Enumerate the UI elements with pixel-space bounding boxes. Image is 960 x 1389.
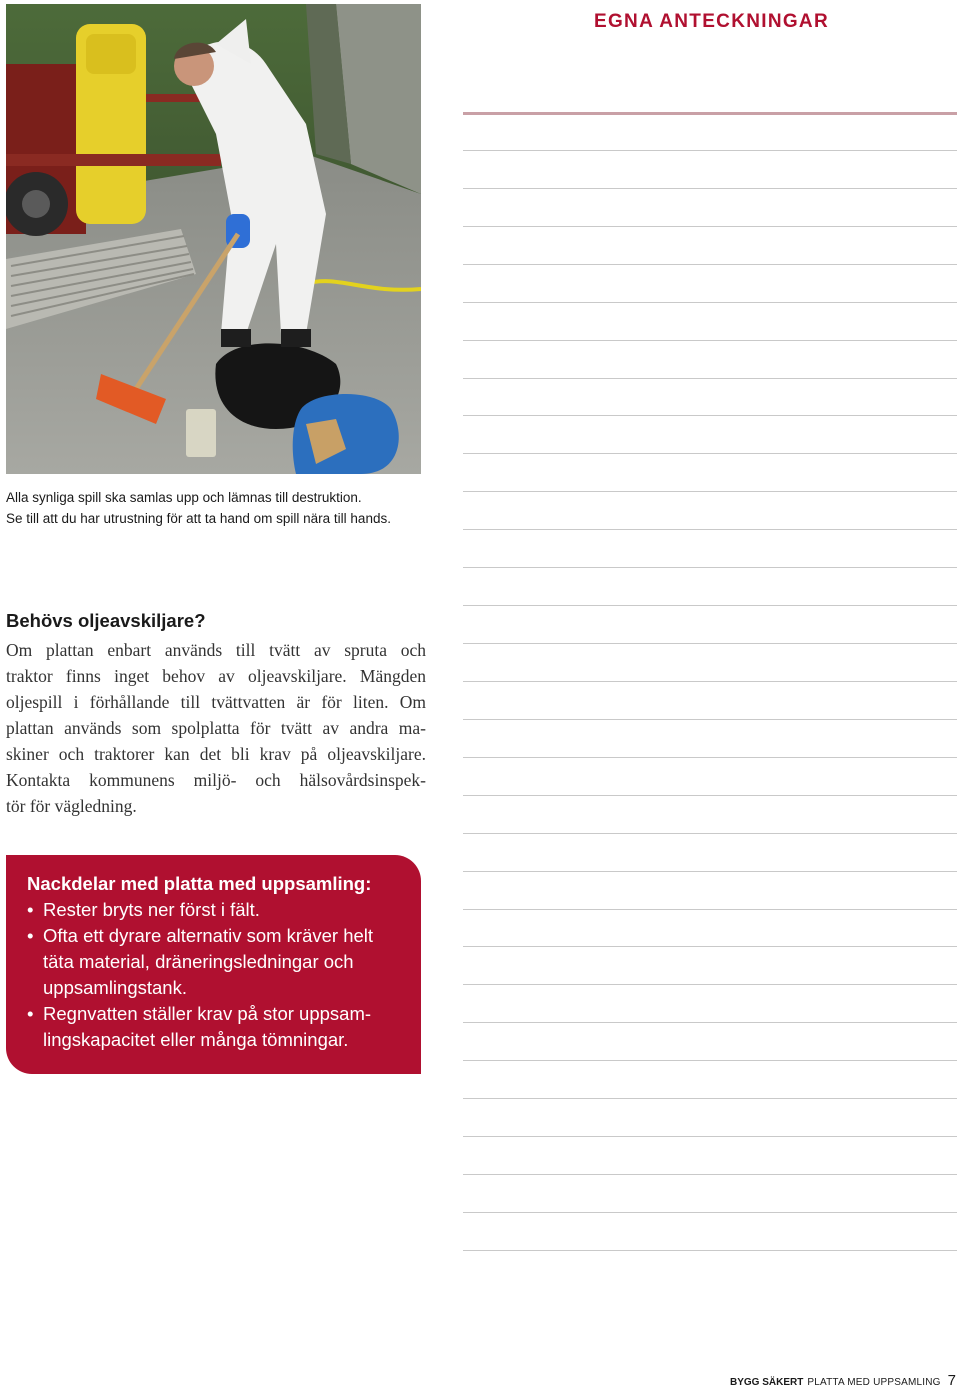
note-line[interactable] bbox=[463, 1136, 957, 1137]
bullet-icon: • bbox=[27, 1003, 34, 1024]
bullet-icon: • bbox=[27, 899, 34, 920]
note-line[interactable] bbox=[463, 340, 957, 341]
note-line[interactable] bbox=[463, 795, 957, 796]
body-line: oljespill i förhållande till tvättvatten är för liten. Om bbox=[6, 692, 426, 712]
notes-title: EGNA ANTECKNINGAR bbox=[594, 11, 829, 32]
note-line[interactable] bbox=[463, 643, 957, 644]
note-line[interactable] bbox=[463, 378, 957, 379]
caption-line-1: Alla synliga spill ska samlas upp och lämnas till destruktion. bbox=[6, 490, 362, 505]
note-line[interactable] bbox=[463, 909, 957, 910]
note-line[interactable] bbox=[463, 112, 957, 115]
note-line[interactable] bbox=[463, 1174, 957, 1175]
body-line: traktor finns inget behov av oljeavskiljare. Mängden bbox=[6, 666, 426, 686]
photo-illustration bbox=[6, 4, 421, 474]
page-number: 7 bbox=[947, 1372, 956, 1389]
note-line[interactable] bbox=[463, 605, 957, 606]
drawbacks-list bbox=[27, 897, 401, 1053]
drawback-line: Rester bryts ner först i fält. bbox=[43, 899, 260, 920]
note-line[interactable] bbox=[463, 757, 957, 758]
note-line[interactable] bbox=[463, 529, 957, 530]
spill-cleanup-photo bbox=[6, 4, 421, 474]
note-line[interactable] bbox=[463, 871, 957, 872]
note-line[interactable] bbox=[463, 1060, 957, 1061]
note-line[interactable] bbox=[463, 1098, 957, 1099]
note-line[interactable] bbox=[463, 453, 957, 454]
body-line: skiner och traktorer kan det bli krav på oljeavskiljare. bbox=[6, 744, 426, 764]
drawback-item bbox=[27, 923, 401, 1001]
drawback-line: täta material, dräneringsledningar och bbox=[43, 951, 354, 972]
body-line: Om plattan enbart används till tvätt av spruta och bbox=[6, 640, 426, 660]
page-footer bbox=[730, 1372, 956, 1389]
body-line: Kontakta kommunens miljö- och hälsovårdsinspek- bbox=[6, 770, 426, 790]
drawback-item bbox=[27, 1001, 401, 1053]
note-line[interactable] bbox=[463, 946, 957, 947]
note-line[interactable] bbox=[463, 1022, 957, 1023]
drawback-line: Regnvatten ställer krav på stor uppsam- bbox=[43, 1003, 372, 1024]
body-line: plattan används som spolplatta för tvätt av andra ma- bbox=[6, 718, 426, 738]
drawback-line: uppsamlingstank. bbox=[43, 977, 187, 998]
note-line[interactable] bbox=[463, 719, 957, 720]
notes-ruled-area[interactable] bbox=[463, 0, 957, 1300]
note-line[interactable] bbox=[463, 1250, 957, 1251]
drawback-line: Ofta ett dyrare alternativ som kräver helt bbox=[43, 925, 374, 946]
note-line[interactable] bbox=[463, 415, 957, 416]
note-line[interactable] bbox=[463, 567, 957, 568]
note-line[interactable] bbox=[463, 984, 957, 985]
note-line[interactable] bbox=[463, 150, 957, 151]
footer-subtitle: PLATTA MED UPPSAMLING bbox=[807, 1377, 941, 1388]
note-line[interactable] bbox=[463, 681, 957, 682]
note-line[interactable] bbox=[463, 833, 957, 834]
note-line[interactable] bbox=[463, 188, 957, 189]
note-line[interactable] bbox=[463, 491, 957, 492]
note-line[interactable] bbox=[463, 226, 957, 227]
note-line[interactable] bbox=[463, 302, 957, 303]
section-body bbox=[6, 637, 426, 819]
caption-line-2: Se till att du har utrustning för att ta hand om spill nära till hands. bbox=[6, 511, 391, 526]
note-line[interactable] bbox=[463, 1212, 957, 1213]
bullet-icon: • bbox=[27, 925, 34, 946]
section-heading: Behövs oljeavskiljare? bbox=[6, 610, 206, 631]
drawbacks-box bbox=[6, 855, 421, 1074]
body-line: tör för vägledning. bbox=[6, 796, 137, 816]
footer-brand: BYGG SÄKERT bbox=[730, 1377, 804, 1388]
drawback-line: lingskapacitet eller många tömningar. bbox=[43, 1029, 349, 1050]
drawback-item bbox=[27, 897, 401, 923]
photo-caption bbox=[6, 487, 426, 529]
drawbacks-title: Nackdelar med platta med uppsamling: bbox=[27, 873, 372, 894]
note-line[interactable] bbox=[463, 264, 957, 265]
